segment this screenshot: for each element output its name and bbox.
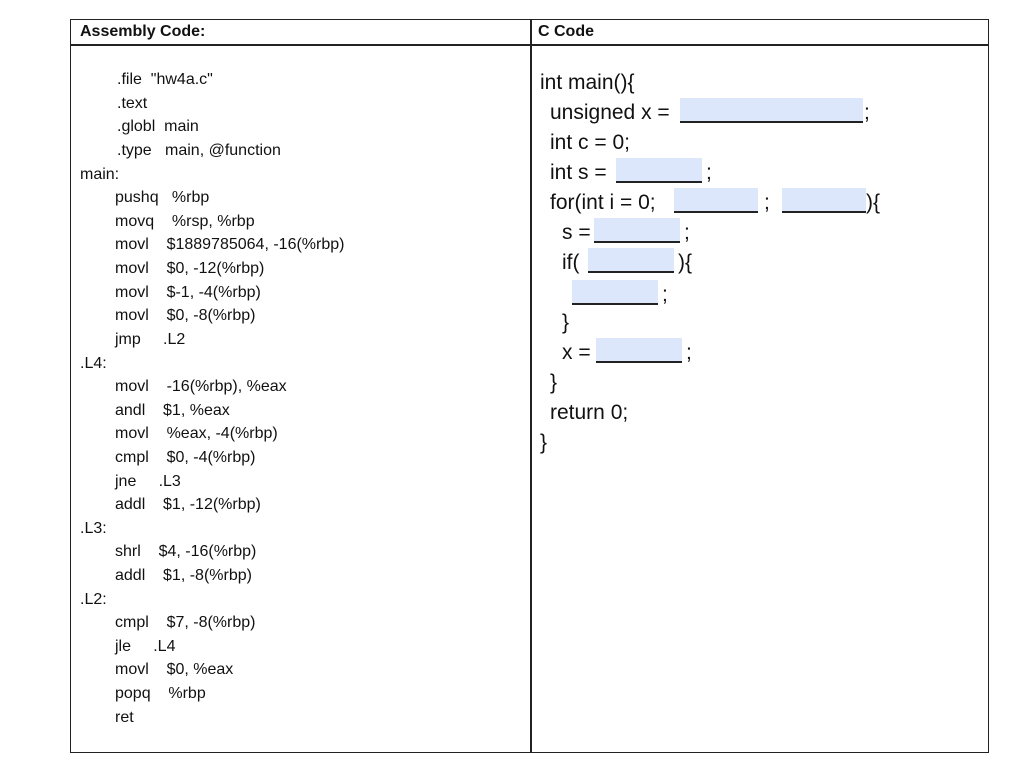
assembly-header: Assembly Code:: [80, 23, 206, 40]
c-line-int-s: int s =: [550, 161, 607, 184]
for-close-brace: ){: [866, 191, 881, 214]
blank-for-condition[interactable]: [674, 188, 758, 213]
c-line-int-c: int c = 0;: [550, 131, 630, 154]
asm-line: andl $1, %eax: [115, 402, 230, 419]
if-close-brace: ){: [678, 251, 693, 274]
asm-line: shrl $4, -16(%rbp): [115, 543, 257, 560]
asm-line: movl $0, %eax: [115, 661, 234, 678]
asm-line: cmpl $0, -4(%rbp): [115, 449, 256, 466]
asm-line: jne .L3: [115, 473, 181, 490]
semicolon: ;: [764, 191, 770, 214]
asm-label: .L2:: [80, 591, 107, 608]
asm-line: movl $0, -8(%rbp): [115, 307, 256, 324]
blank-if-body[interactable]: [572, 280, 658, 305]
asm-line: movl -16(%rbp), %eax: [115, 378, 287, 395]
c-line-return: return 0;: [550, 401, 629, 424]
asm-label: .L4:: [80, 355, 107, 372]
c-line-main: int main(){: [540, 71, 635, 94]
asm-line: popq %rbp: [115, 685, 206, 702]
blank-for-update[interactable]: [782, 188, 866, 213]
c-line-if: if(: [562, 251, 580, 274]
asm-line: movq %rsp, %rbp: [115, 213, 255, 230]
asm-line: ret: [115, 709, 134, 726]
asm-line: jle .L4: [115, 638, 176, 655]
blank-x-init[interactable]: [680, 98, 863, 123]
c-code-header: C Code: [538, 23, 594, 40]
asm-line: movl %eax, -4(%rbp): [115, 425, 278, 442]
semicolon: ;: [706, 161, 712, 184]
c-line-for-end: }: [550, 371, 558, 394]
asm-label: main:: [80, 166, 120, 183]
c-line-main-end: }: [540, 431, 548, 454]
asm-line: movl $0, -12(%rbp): [115, 260, 265, 277]
c-line-unsigned-x: unsigned x =: [550, 101, 670, 124]
asm-line: addl $1, -12(%rbp): [115, 496, 261, 513]
c-line-s-assign: s =: [562, 221, 591, 244]
semicolon: ;: [684, 221, 690, 244]
column-divider: [530, 20, 532, 752]
asm-line: movl $-1, -4(%rbp): [115, 284, 261, 301]
header-divider: [71, 44, 988, 46]
blank-s-assign[interactable]: [594, 218, 680, 243]
semicolon: ;: [662, 283, 668, 306]
asm-line: .globl main: [117, 118, 199, 135]
c-line-if-end: }: [562, 311, 570, 334]
asm-line: pushq %rbp: [115, 189, 210, 206]
blank-s-init[interactable]: [616, 158, 702, 183]
c-line-x-assign: x =: [562, 341, 591, 364]
semicolon: ;: [864, 101, 870, 124]
asm-line: .type main, @function: [117, 142, 281, 159]
semicolon: ;: [686, 341, 692, 364]
blank-if-condition[interactable]: [588, 248, 674, 273]
c-line-for: for(int i = 0;: [550, 191, 656, 214]
asm-line: jmp .L2: [115, 331, 186, 348]
asm-line: .file "hw4a.c": [117, 71, 213, 88]
blank-x-assign[interactable]: [596, 338, 682, 363]
asm-label: .L3:: [80, 520, 107, 537]
asm-line: cmpl $7, -8(%rbp): [115, 614, 256, 631]
asm-line: addl $1, -8(%rbp): [115, 567, 252, 584]
asm-line: movl $1889785064, -16(%rbp): [115, 236, 345, 253]
asm-line: .text: [117, 95, 148, 112]
